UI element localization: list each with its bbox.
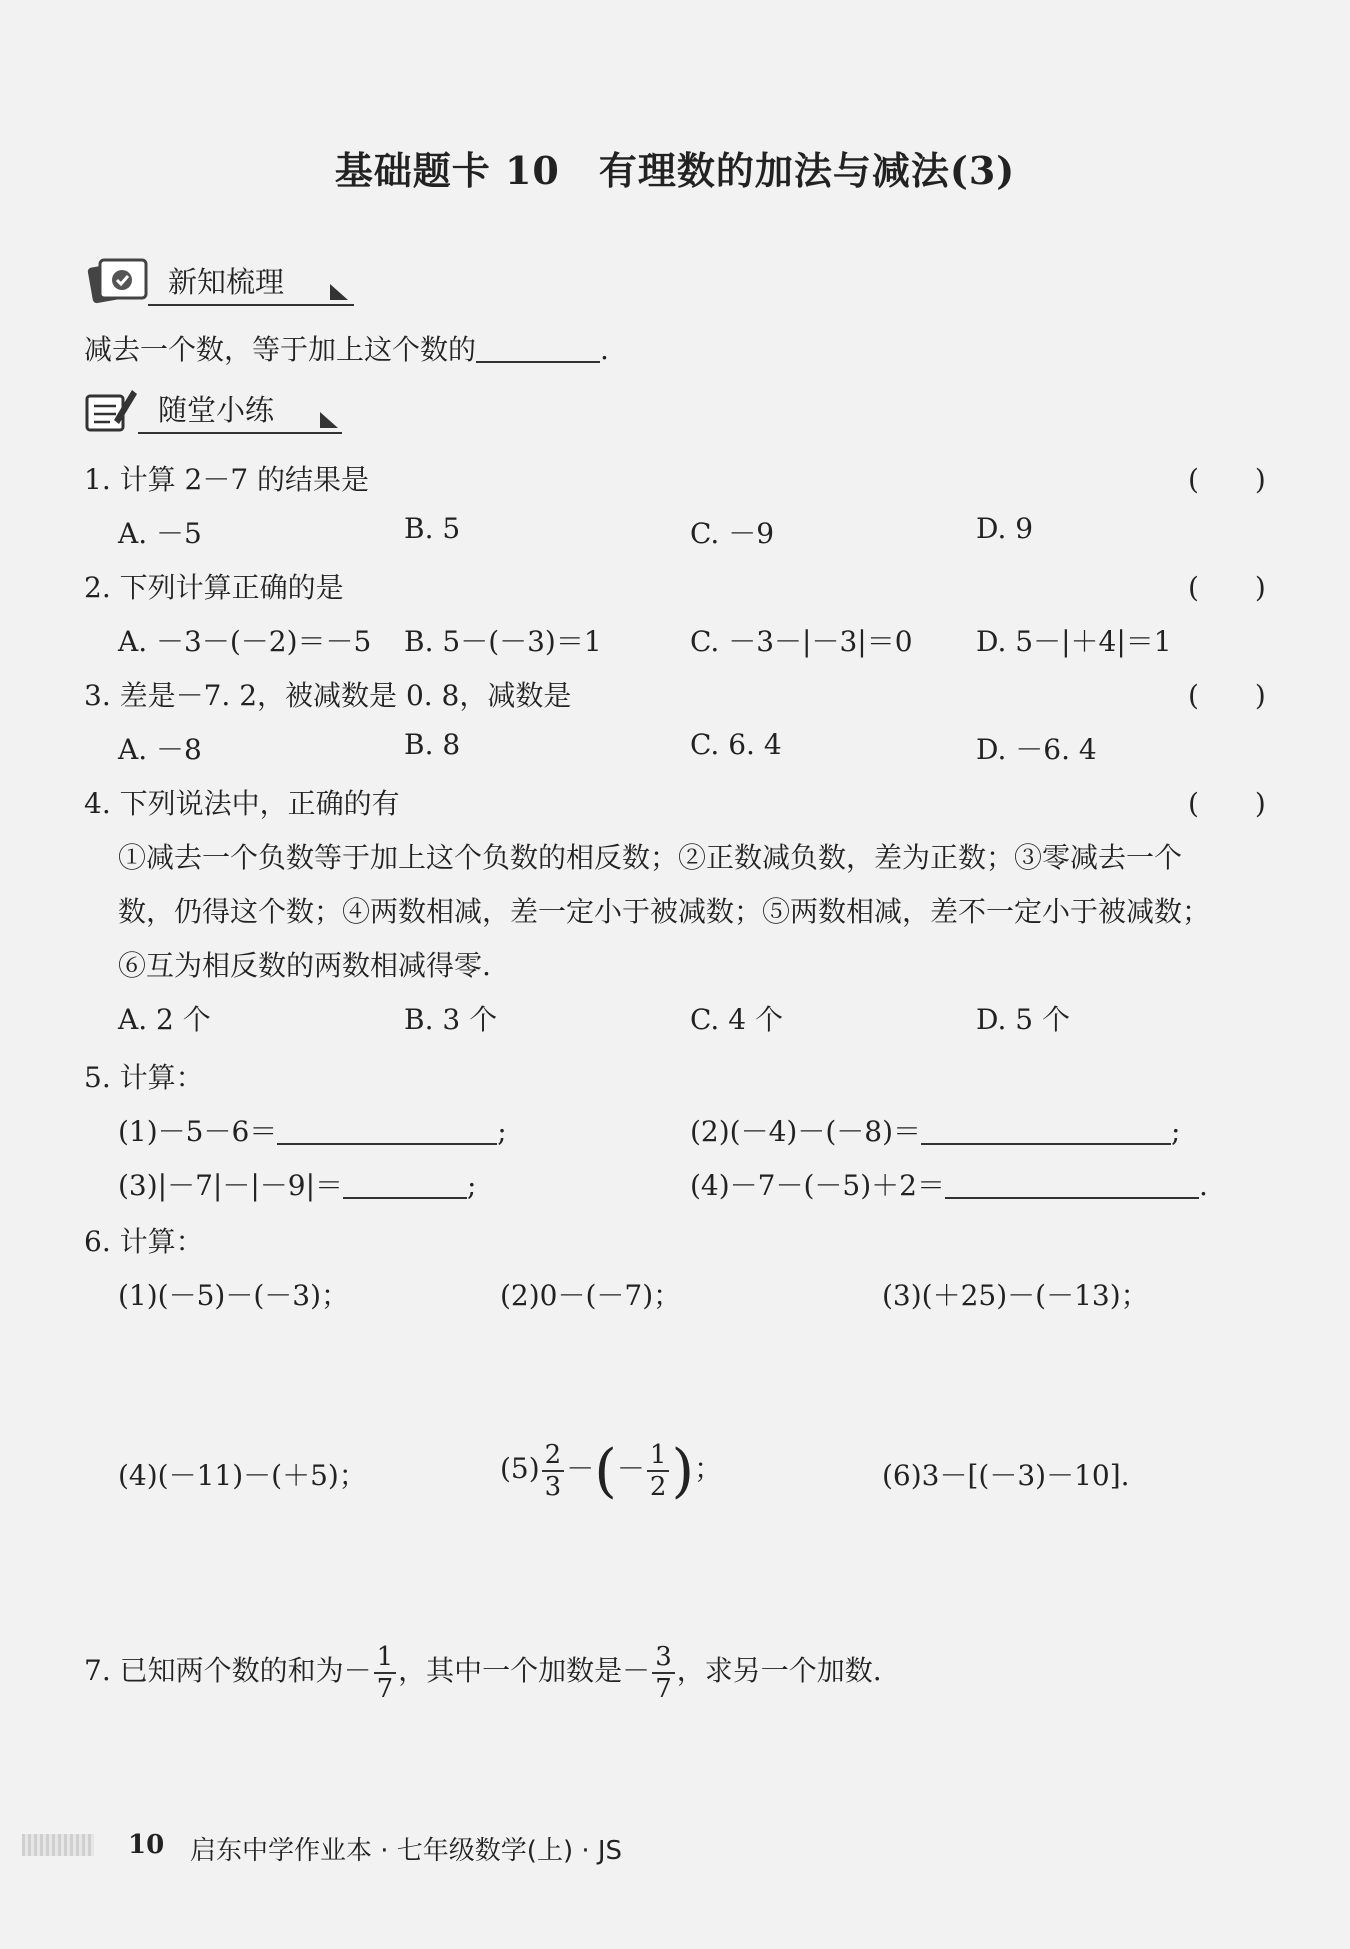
option-d[interactable]: D. 5 个 (976, 1003, 1070, 1036)
denominator: 3 (544, 1471, 562, 1502)
rule-end: . (600, 333, 609, 366)
answer-blank[interactable] (945, 1167, 1199, 1199)
answer-paren[interactable]: ( ) (1188, 463, 1266, 496)
option-d[interactable]: D. －6. 4 (976, 733, 1097, 766)
calc-item-4: (4)(－11)－(＋5)； (118, 1459, 367, 1492)
option-c[interactable]: C. －3－|－3|＝0 (690, 625, 913, 658)
question-3-stem: 3. 差是－7. 2，被减数是 0. 8，减数是 (84, 679, 572, 712)
section-title-new-knowledge: 新知梳理 (168, 265, 285, 299)
option-d[interactable]: D. 5－|＋4|＝1 (976, 625, 1172, 658)
question-7 (84, 1638, 882, 1704)
option-a[interactable]: A. －3－(－2)＝－5 (118, 625, 372, 658)
footer-texture (22, 1834, 94, 1856)
page-title: 基础题卡 10 有理数的加法与减法(3) (334, 148, 1016, 193)
option-a[interactable]: A. －8 (118, 733, 202, 766)
separator: . (1198, 1169, 1208, 1202)
numerator: 3 (652, 1642, 675, 1674)
calc-item-2: (2)0－(－7)； (500, 1279, 682, 1312)
calc-item-6: (6)3－[(－3)－10]. (882, 1459, 1130, 1492)
option-c[interactable]: C. 4 个 (690, 1003, 783, 1036)
rule-statement (84, 328, 609, 368)
calc-item-3 (118, 1164, 476, 1204)
question-4-stem: 4. 下列说法中，正确的有 (84, 787, 400, 820)
calc-item-2 (690, 1110, 1180, 1150)
section-header-new-knowledge (84, 254, 354, 314)
item-label: (5) (500, 1452, 540, 1485)
separator: ; (467, 1169, 477, 1202)
option-b[interactable]: B. 8 (404, 728, 461, 761)
question-2-stem: 2. 下列计算正确的是 (84, 571, 344, 604)
option-b[interactable]: B. 3 个 (404, 1003, 498, 1036)
page-number: 10 (128, 1830, 165, 1860)
question-text: 7. 已知两个数的和为－ (84, 1654, 372, 1687)
answer-paren[interactable]: ( ) (1188, 571, 1266, 604)
answer-paren[interactable]: ( ) (1188, 787, 1266, 820)
option-c[interactable]: C. －9 (690, 517, 775, 550)
calc-item-1: (1)(－5)－(－3)； (118, 1279, 349, 1312)
calc-item-3: (3)(＋25)－(－13)； (882, 1279, 1149, 1312)
operator: － (566, 1452, 595, 1485)
answer-blank[interactable] (921, 1113, 1171, 1145)
option-d[interactable]: D. 9 (976, 512, 1034, 545)
question-6-stem: 6. 计算： (84, 1225, 204, 1258)
answer-blank[interactable] (343, 1167, 467, 1199)
answer-paren[interactable]: ( ) (1188, 679, 1266, 712)
numerator: 2 (542, 1440, 565, 1472)
section-title-practice: 随堂小练 (158, 393, 275, 427)
separator: ; (497, 1115, 507, 1148)
statement-line: 数，仍得这个数；④两数相减，差一定小于被减数；⑤两数相减，差不一定小于被减数； (118, 895, 1211, 928)
calc-expression: (3)|－7|－|－9|＝ (118, 1169, 344, 1202)
rule-text: 减去一个数，等于加上这个数的 (84, 333, 477, 366)
answer-blank[interactable] (476, 331, 600, 363)
fraction (542, 1440, 565, 1502)
section-underline (138, 432, 342, 434)
calc-expression: (1)－5－6＝ (118, 1115, 278, 1148)
numerator: 1 (647, 1440, 670, 1472)
separator: ; (1171, 1115, 1181, 1148)
option-b[interactable]: B. 5－(－3)＝1 (404, 625, 602, 658)
calc-expression: (2)(－4)－(－8)＝ (690, 1115, 921, 1148)
section-underline (148, 304, 354, 306)
book-title: 启东中学作业本 · 七年级数学(上) · JS (190, 1836, 623, 1866)
card-icon (84, 254, 154, 310)
section-header-practice (84, 384, 344, 440)
answer-blank[interactable] (277, 1113, 497, 1145)
option-a[interactable]: A. 2 个 (118, 1003, 211, 1036)
calc-expression: (4)－7－(－5)＋2＝ (690, 1169, 945, 1202)
notebook-pen-icon (84, 386, 140, 436)
triangle-marker-icon (330, 284, 348, 300)
calc-item-5 (500, 1436, 723, 1505)
denominator: 2 (649, 1471, 667, 1502)
calc-item-4 (690, 1164, 1208, 1204)
option-a[interactable]: A. －5 (118, 517, 202, 550)
statement-line: ⑥互为相反数的两数相减得零. (118, 949, 491, 982)
operator: － (616, 1452, 645, 1485)
question-text: ，求另一个加数. (676, 1654, 882, 1687)
calc-item-1 (118, 1110, 507, 1150)
triangle-marker-icon (320, 412, 338, 428)
option-b[interactable]: B. 5 (404, 512, 461, 545)
option-c[interactable]: C. 6. 4 (690, 728, 782, 761)
fraction (652, 1642, 675, 1704)
fraction (374, 1642, 397, 1704)
question-5-stem: 5. 计算： (84, 1061, 204, 1094)
left-paren: ( (594, 1436, 617, 1505)
question-1-stem: 1. 计算 2－7 的结果是 (84, 463, 370, 496)
right-paren: ) (671, 1436, 695, 1505)
question-text: ，其中一个加数是－ (398, 1654, 651, 1687)
fraction (647, 1440, 670, 1502)
denominator: 7 (376, 1673, 394, 1704)
numerator: 1 (374, 1642, 397, 1674)
separator: ； (694, 1452, 723, 1485)
denominator: 7 (655, 1673, 672, 1704)
statement-line: ①减去一个负数等于加上这个负数的相反数；②正数减负数，差为正数；③零减去一个 (118, 841, 1183, 874)
